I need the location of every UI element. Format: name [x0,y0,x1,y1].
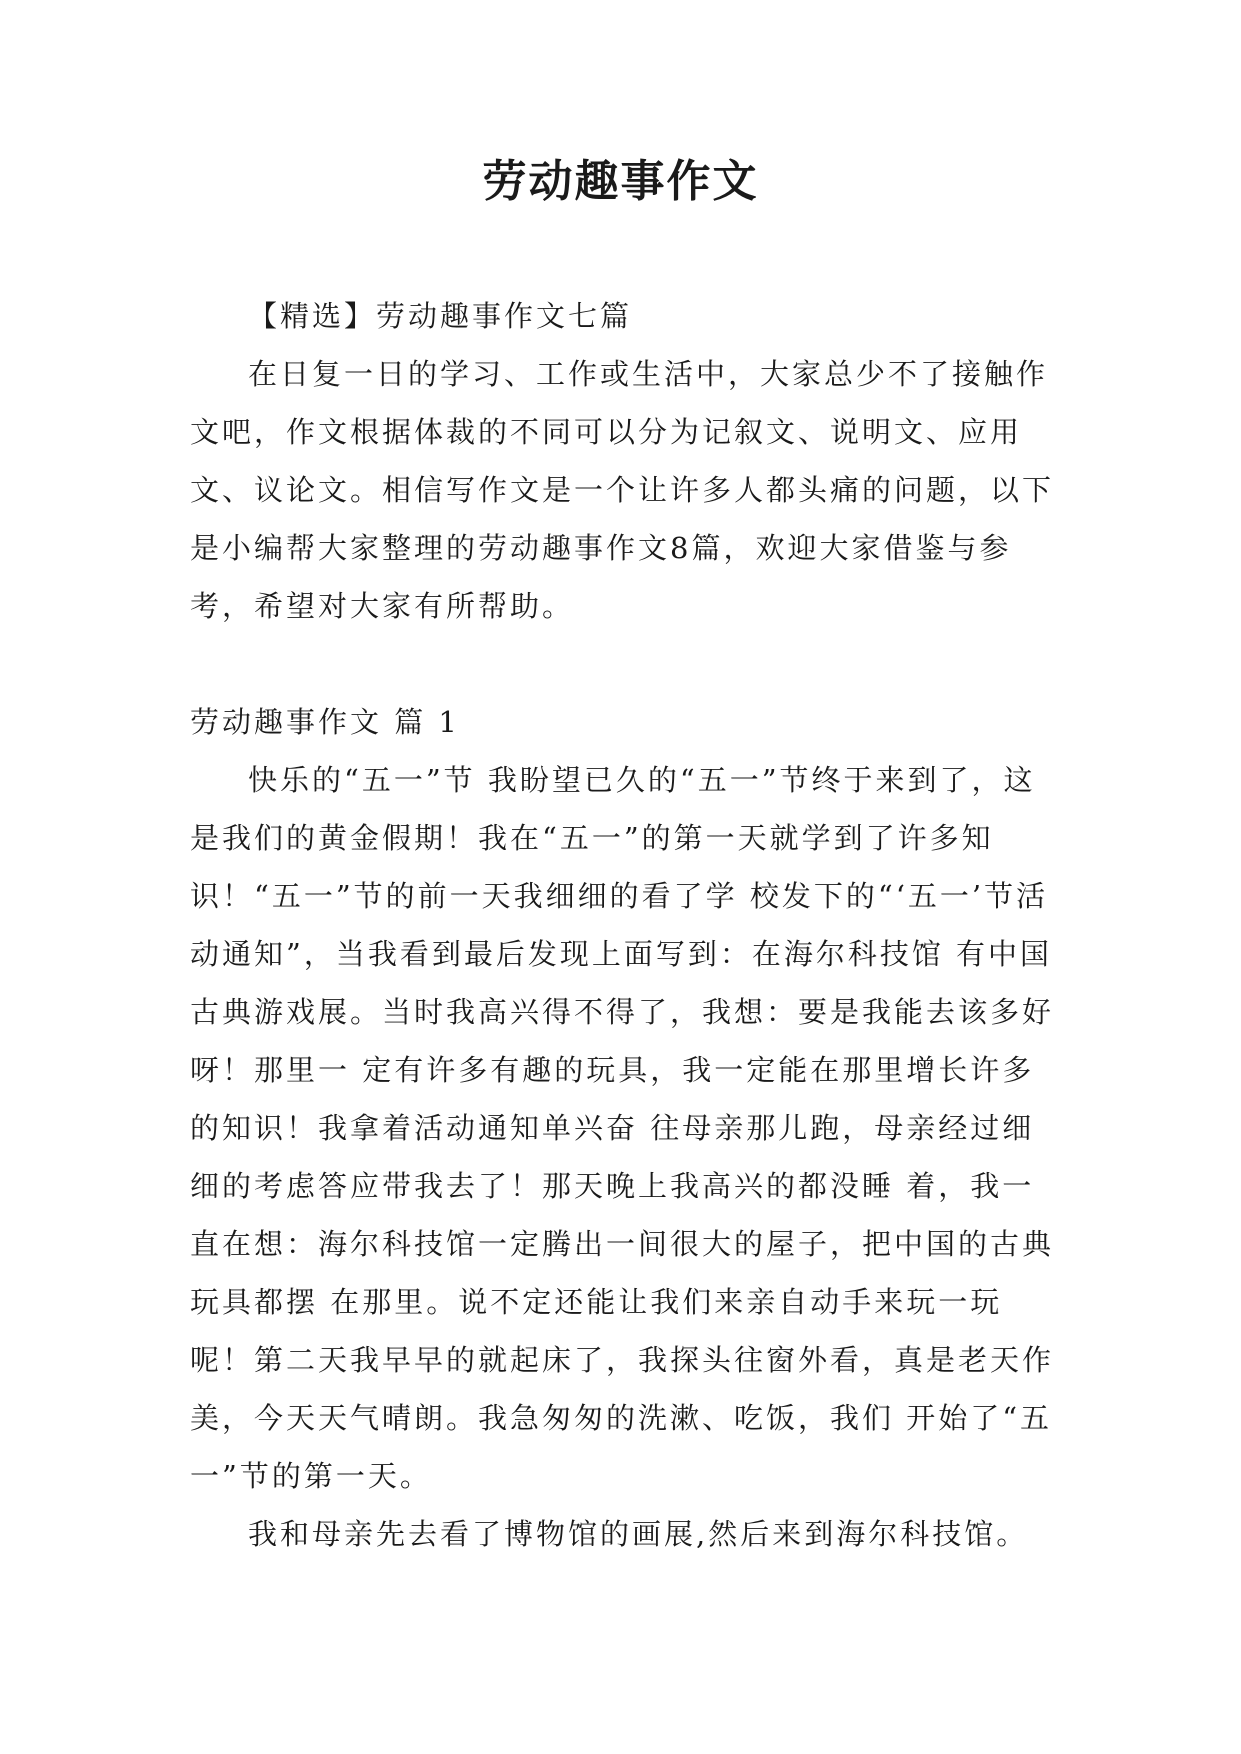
lead-line: 【精选】劳动趣事作文七篇 [248,299,633,333]
document-body [190,287,1060,1563]
body-paragraph: 快乐的“五一”节 我盼望已久的“五一”节终于来到了，这是我们的黄金假期！我在“五一”的第一天就学到了许多知识！“五一”节的前一天我细细的看了学 校发下的“‘五一’节活动通知”，当我看到最后发现上面写到：在海尔科技馆 有中国古典游戏展。当时我高兴得不得了，我想：要是我能去该多好呀！那里一 定有许多有趣的玩具，我一定能在那里增长许多的知识！我拿着活动通知单兴奋 往母亲那儿跑，母亲经过细细的考虑答应带我去了！那天晚上我高兴的都没睡 着，我一直在想：海尔科技馆一定腾出一间很大的屋子，把中国的古典玩具都摆 在那里。说不定还能让我们来亲自动手来玩一玩呢！第二天我早早的就起床了，我探头往窗外看，真是老天作美，今天天气晴朗。我急匆匆的洗漱、吃饭，我们 开始了“五一”节的第一天。 [190,763,1055,1493]
document-title: 劳动趣事作文 [482,156,759,207]
intro-paragraph: 在日复一日的学习、工作或生活中，大家总少不了接触作文吧，作文根据体裁的不同可以分为记叙文、说明文、应用文、议论文。相信写作文是一个让许多人都头痛的问题，以下是小编帮大家整理的劳动趣事作文8篇，欢迎大家借鉴与参考，希望对大家有所帮助。 [190,357,1055,623]
body-paragraph: 我和母亲先去看了博物馆的画展,然后来到海尔科技馆。 [248,1517,1029,1551]
section-heading: 劳动趣事作文 篇 1 [190,705,460,739]
